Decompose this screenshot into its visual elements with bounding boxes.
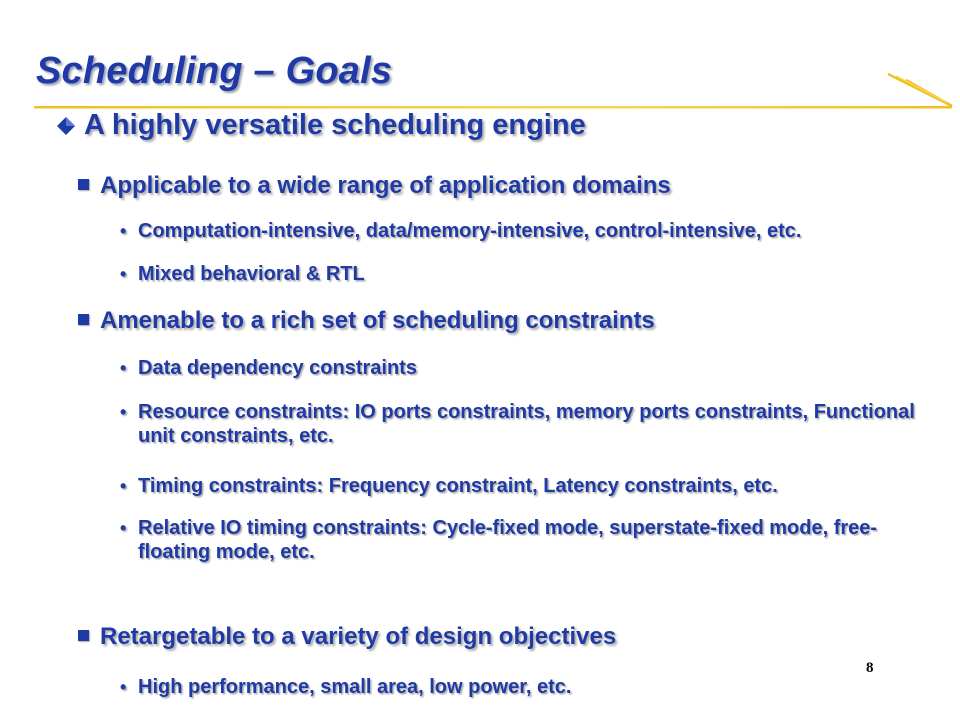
section-label: Applicable to a wide range of application domains <box>100 172 671 199</box>
square-bullet-icon <box>78 179 89 190</box>
slide-title: Scheduling – Goals <box>36 50 393 92</box>
list-item-text: Timing constraints: Frequency constraint, Latency constraints, etc. <box>138 475 778 497</box>
section-bullet <box>76 307 655 335</box>
heading-bullet <box>62 109 586 142</box>
list-item-text: Data dependency constraints <box>138 357 417 379</box>
list-item <box>120 400 940 448</box>
list-item-text: Mixed behavioral & RTL <box>138 263 365 285</box>
square-bullet-icon <box>78 314 89 325</box>
list-item <box>120 356 940 380</box>
list-item <box>120 262 940 286</box>
page-number: 8 <box>866 660 874 676</box>
list-item-text: Resource constraints: IO ports constraints, memory ports constraints, Functional unit constraints, etc. <box>138 401 915 447</box>
dot-bullet-icon: • <box>120 518 127 538</box>
section-bullet <box>76 172 671 200</box>
dot-bullet-icon: • <box>120 476 127 496</box>
section-bullet <box>76 623 616 651</box>
diamond-bullet-icon <box>56 116 76 136</box>
dot-bullet-icon: • <box>120 221 127 241</box>
list-item-text: Computation-intensive, data/memory-intensive, control-intensive, etc. <box>138 220 802 242</box>
list-item <box>120 675 940 699</box>
list-item <box>120 516 910 564</box>
list-item-text: Relative IO timing constraints: Cycle-fixed mode, superstate-fixed mode, free-floating mode, etc. <box>138 517 878 563</box>
list-item <box>120 219 940 243</box>
dot-bullet-icon: • <box>120 358 127 378</box>
square-bullet-icon <box>78 630 89 641</box>
list-item-text: High performance, small area, low power, etc. <box>138 676 572 698</box>
section-label: Amenable to a rich set of scheduling constraints <box>100 307 655 334</box>
dot-bullet-icon: • <box>120 264 127 284</box>
heading-text: A highly versatile scheduling engine <box>84 109 586 141</box>
section-label: Retargetable to a variety of design objectives <box>100 623 617 650</box>
list-item <box>120 474 940 498</box>
dot-bullet-icon: • <box>120 402 127 422</box>
dot-bullet-icon: • <box>120 677 127 697</box>
